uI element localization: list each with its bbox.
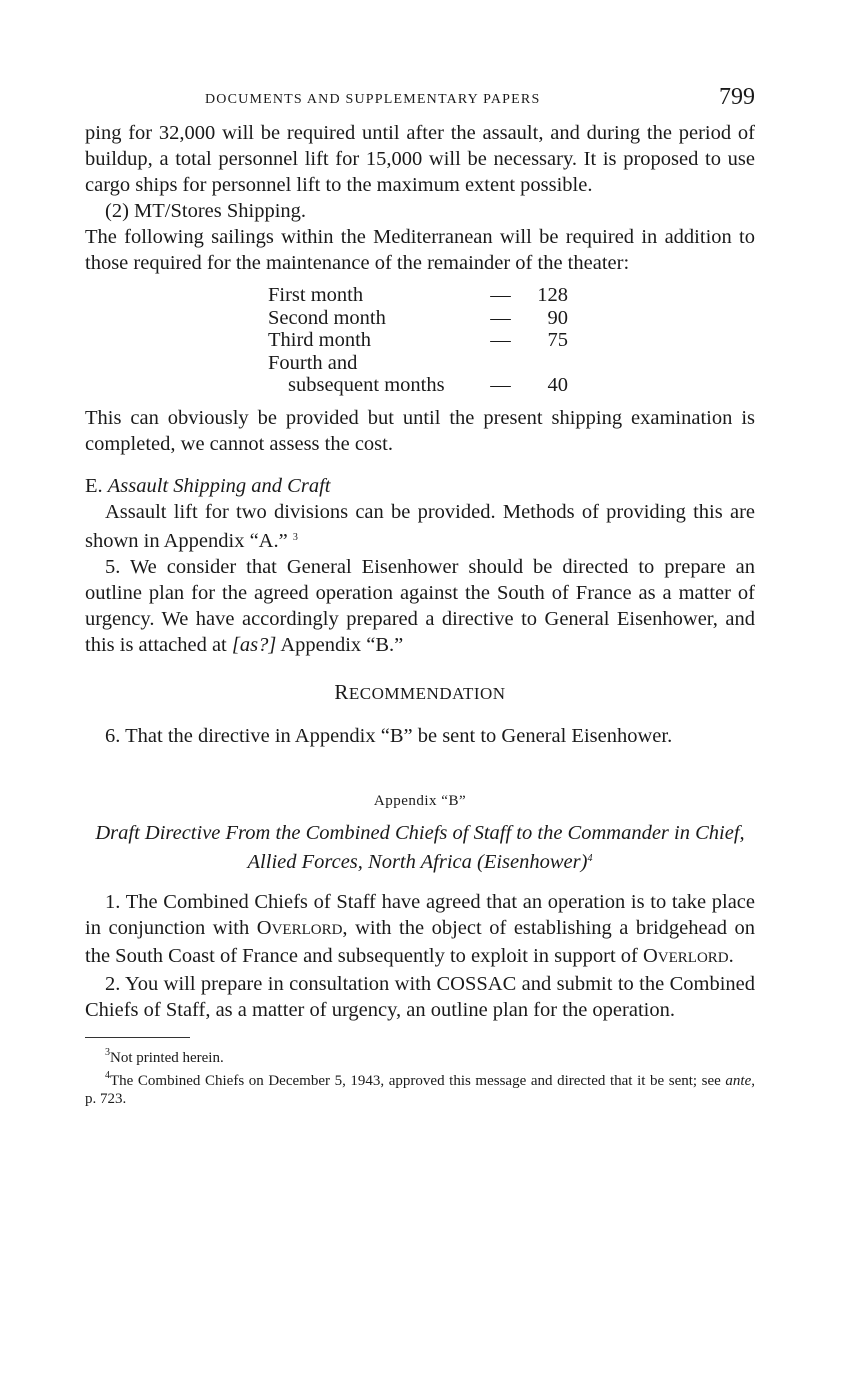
table-value: 40 (547, 374, 568, 396)
paragraph-sailings: The following sailings within the Mediterranean will be required in addition to those required for the maintenance of the remainder of the theater: (85, 226, 755, 274)
footnote-ref-3: 3 (292, 531, 298, 543)
paragraph-6: 6. That the directive in Appendix “B” be sent to General Eisenhower. (105, 724, 673, 747)
footnote-text: The Combined Chiefs on December 5, 1943, approved this message and directed that it be sent; see (110, 1072, 721, 1089)
appendix-label: Appendix “B” (373, 792, 467, 809)
table-month: Fourth and (268, 351, 358, 374)
page-header (85, 80, 755, 120)
codename-overlord (257, 917, 343, 939)
recommendation-rest: ECOMMENDATION (348, 683, 506, 703)
appendix-title-text: Draft Directive From the Combined Chiefs of Staff to the Commander in Chief, Allied Forces, North Africa (Eisenhower) (95, 821, 745, 873)
table-value: 75 (547, 329, 568, 351)
recommendation-heading (85, 680, 755, 705)
paragraph-assault-text: Assault lift for two divisions can be provided. Methods of providing this are shown in Appendix “A.” (85, 500, 755, 552)
footnote-4 (85, 1067, 755, 1108)
table-dash: — (490, 284, 511, 306)
table-value: 128 (537, 284, 568, 306)
footnote-rule (85, 1037, 190, 1038)
sailings-table (268, 284, 755, 397)
footnote-number: 3 (105, 1046, 110, 1058)
appendix-paragraph-1 (85, 889, 755, 971)
codename-rest: VERLORD (657, 949, 729, 966)
table-month: Third month (268, 329, 372, 351)
appendix-paragraph-2: 2. You will prepare in consultation with COSSAC and submit to the Combined Chiefs of Staff, as a matter of urgency, an outline plan for the operation. (85, 972, 755, 1021)
appendix-p1-end: . (728, 944, 734, 967)
section-e-title: Assault Shipping and Craft (107, 474, 331, 497)
appendix-title (85, 820, 755, 875)
table-dash: — (490, 329, 511, 351)
paragraph-assault (85, 499, 755, 554)
paragraph-continuation: ping for 32,000 will be required until after the assault, and during the period of buildup, a total personnel lift for 15,000 will be necessary. It is proposed to use cargo ships for personnel lift to the maximum extent possible. (85, 122, 755, 196)
section-e-heading (85, 473, 755, 499)
paragraph-5-end: Appendix “B.” (280, 633, 404, 656)
codename-initial: O (642, 944, 658, 967)
footnote-ante: ante (725, 1072, 752, 1089)
running-head: DOCUMENTS AND SUPPLEMENTARY PAPERS (205, 92, 541, 107)
codename-initial: O (256, 916, 272, 939)
paragraph-5 (85, 554, 755, 658)
footnote-page-ref: , p. 723. (85, 1072, 755, 1107)
appendix-p1-text-b: , with the object of establishing a bridgehead on the South Coast of France and subsequently to exploit in support of (85, 916, 755, 967)
footnote-ref-4: 4 (587, 852, 593, 864)
paragraph-cost: This can obviously be provided but until the present shipping examination is completed, we cannot assess the cost. (85, 406, 755, 455)
appendix-p1-text: 1. The Combined Chiefs of Staff have agreed that an operation is to take place in conjunction with (85, 890, 755, 939)
footnote-text: Not printed herein. (110, 1049, 224, 1066)
editorial-bracket: [as?] (231, 633, 277, 656)
table-month: First month (268, 284, 364, 306)
codename-overlord (643, 945, 729, 967)
recommendation-initial: R (334, 679, 349, 704)
table-row (268, 307, 755, 330)
paragraph-5-text: 5. We consider that General Eisenhower should be directed to prepare an outline plan for the agreed operation against the South of France as a matter of urgency. We have accordingly prepared a directive to General Eisenhower, and this is attached at (85, 555, 755, 656)
paragraph-mt-stores-heading: (2) MT/Stores Shipping. (105, 200, 307, 222)
table-month: Second month (268, 306, 386, 329)
footnote-number: 4 (105, 1069, 110, 1081)
table-row (268, 284, 755, 307)
table-row (268, 329, 755, 352)
section-e-label: E. (85, 474, 103, 497)
page-number: 799 (719, 84, 755, 110)
codename-rest: VERLORD (271, 921, 343, 938)
table-dash: — (490, 306, 511, 329)
table-value: 90 (547, 306, 568, 329)
table-row (268, 352, 755, 375)
document-page (85, 80, 755, 1108)
table-row (268, 374, 755, 397)
table-month: subsequent months (288, 374, 445, 396)
table-dash: — (490, 374, 511, 396)
footnote-3 (85, 1044, 755, 1067)
